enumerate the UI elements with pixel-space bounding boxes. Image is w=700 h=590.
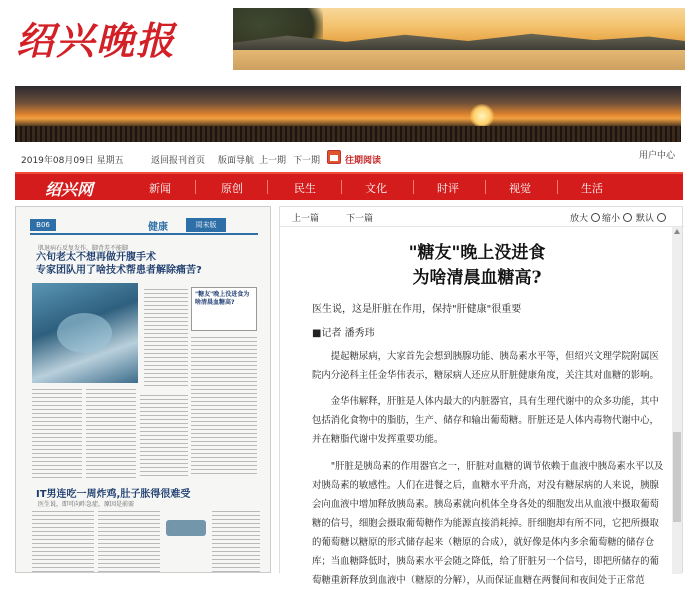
zoom-out-button[interactable]: 缩小 (602, 211, 632, 224)
zoom-in-button[interactable]: 放大 (570, 211, 600, 224)
home-link[interactable]: 返回报刊首页 (151, 156, 206, 166)
prev-issue-link[interactable]: 上一期 (259, 156, 287, 166)
thumb-headline-2-sub: 医生说，即可向昨急症，原因是前需 (38, 501, 135, 508)
site-logo[interactable]: 绍兴晚报 (16, 18, 177, 63)
page-tag: 周末版 (186, 218, 226, 232)
article-panel (279, 206, 683, 586)
article-title-line-1: "糖友"晚上没进食 (408, 243, 546, 263)
nav-item-commentary[interactable]: 时评 (437, 182, 459, 195)
prev-article-link[interactable]: 上一篇 (292, 214, 320, 224)
article-paragraph: "肝脏是胰岛素的作用器官之一，肝脏对血糖的调节依赖于血液中胰岛素水平以及对胰岛素的敏感性。人们在进餐之后，血糖水平升高，对没有糖尿病的人来说，胰腺会向血液中增加释放胰岛素。胰岛素就向机体全身各处的细胞发出从血液中摄取葡萄糖的信号，细胞会摄取葡萄糖作为能源直接消耗掉。肝细胞却有所不同，它把所摄取的葡萄糖以糖原的形式储存起来（糖原的合成），就好像是体内多余葡萄糖的储存仓库；当血糖降低时，胰岛素水平会随之降低，给了肝脏另一个信号，即把所储存的葡萄糖重新释放到血液中（糖原的分解），从而保证血糖在两餐间和夜间处于正常范 (312, 461, 664, 586)
nav-item-livelihood[interactable]: 民生 (294, 182, 316, 195)
masthead (0, 0, 700, 78)
page-nav-link[interactable]: 版面导航 (218, 156, 255, 166)
nav-brand[interactable]: 绍兴网 (45, 180, 94, 199)
page-header (30, 217, 258, 235)
sunset-banner-image (15, 86, 681, 142)
page-number: B06 (30, 219, 56, 231)
next-article-link[interactable]: 下一篇 (346, 214, 374, 224)
nav-item-original[interactable]: 原创 (221, 182, 243, 195)
nav-item-news[interactable]: 新闻 (149, 182, 171, 195)
thumb-headline[interactable]: 六旬老太不想再做开腹手术 专家团队用了啥技术帮患者解除痛苦? (36, 252, 202, 276)
thumb-headline-2[interactable]: IT男连吃一周炸鸡,肚子胀得很难受 (36, 489, 191, 500)
zoom-out-icon (623, 213, 632, 222)
nav-item-life[interactable]: 生活 (581, 182, 603, 195)
article-paragraph: 金华伟解释，肝脏是人体内最大的内脏器官，具有生理代谢中的众多功能，其中包括消化食物中的脂肪，生产、储存和输出葡萄糖。肝脏还是人体内毒物代谢中心，并在糖脂代谢中发挥重要功能。 (312, 396, 659, 445)
article-toolbar (280, 207, 684, 227)
zoom-in-icon (591, 213, 600, 222)
past-issues-link[interactable]: 往期阅读 (345, 156, 382, 166)
article-paragraph: 提起糖尿病，大家首先会想到胰腺功能、胰岛素水平等，但绍兴文理学院附属医院内分泌科主任金华伟表示，糖尿病人还应从肝脏健康角度，关注其对血糖的影响。 (312, 351, 659, 381)
thumb-kicker: 肌退病石反复发作，脚背差不能脚 (38, 245, 129, 252)
header-banner-image (233, 8, 685, 70)
scroll-up-icon[interactable] (674, 229, 680, 234)
scrollbar-thumb[interactable] (673, 432, 681, 522)
page-section: 健康 (148, 222, 168, 233)
default-size-button[interactable]: 默认 (636, 211, 666, 224)
main-nav (15, 172, 683, 200)
article-title-line-2: 为啥清晨血糖高? (412, 268, 542, 288)
next-issue-link[interactable]: 下一期 (293, 156, 321, 166)
thumb-article-box[interactable]: "糖友"晚上没进食为啥清晨血糖高? (191, 287, 257, 331)
thumb-illustration (166, 520, 206, 536)
newspaper-page-thumbnail[interactable] (15, 206, 271, 573)
nav-item-culture[interactable]: 文化 (365, 182, 387, 195)
surgery-photo (32, 283, 138, 383)
article-byline: ■记者 潘秀玮 (312, 328, 375, 339)
default-size-icon (657, 213, 666, 222)
calendar-icon[interactable] (327, 150, 341, 164)
nav-item-visual[interactable]: 视觉 (509, 182, 531, 195)
info-bar (15, 148, 683, 170)
user-center-link[interactable]: 用户中心 (638, 151, 675, 161)
issue-date: 2019年08月09日 星期五 (21, 156, 124, 166)
article-scrollbar[interactable] (672, 227, 682, 574)
article-subtitle: 医生说，这是肝脏在作用，保持"肝健康"很重要 (312, 304, 522, 315)
